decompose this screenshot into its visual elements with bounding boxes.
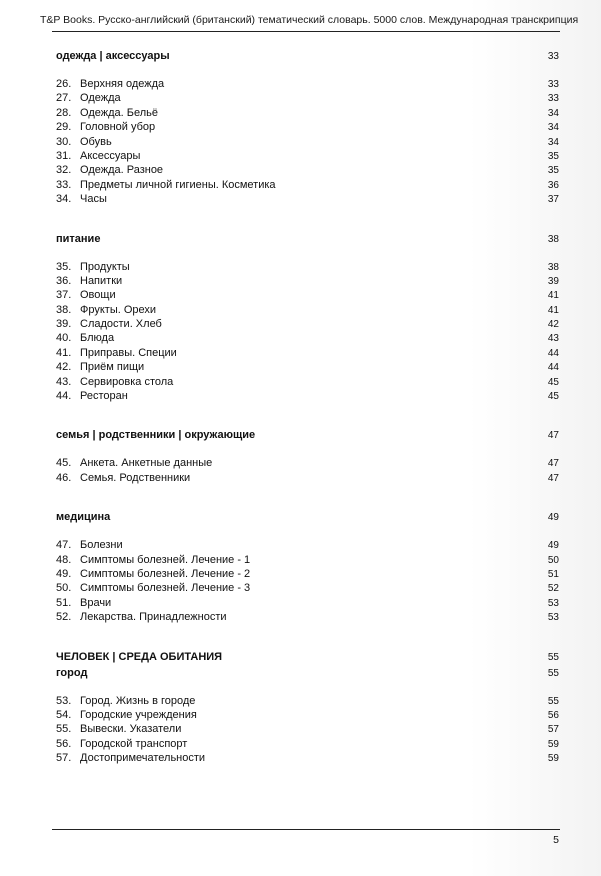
section-heading [56,231,559,247]
entry-page: 49 [547,540,559,552]
entry-number: 29. [56,121,72,134]
toc-entry [56,77,559,91]
entry-title: Городской транспорт [80,737,188,750]
toc-entry [56,567,559,581]
section-title: медицина [56,511,111,524]
entry-title: Напитки [80,274,123,287]
entry-number: 34. [56,193,72,206]
entry-page: 57 [547,724,559,736]
entry-page: 41 [547,304,559,316]
toc-entry [56,303,559,317]
toc-entry [56,456,559,470]
entry-title: Овощи [80,289,116,302]
toc-section [56,427,559,485]
entry-title: Фрукты. Орехи [80,303,157,316]
section-title: одежда | аксессуары [56,50,170,62]
entry-page: 42 [547,319,559,331]
entry-page: 36 [547,179,559,191]
entry-title: Продукты [80,260,130,273]
entry-title: Симптомы болезней. Лечение - 2 [80,567,251,580]
section-page: 33 [547,51,559,62]
entry-number: 26. [56,78,72,90]
entry-number: 38. [56,303,72,316]
toc-entry [56,722,559,736]
entry-page: 38 [547,261,559,273]
toc-section [56,649,559,766]
toc-entry [56,471,559,485]
entry-page: 47 [547,458,559,470]
entry-number: 50. [56,582,72,595]
entry-number: 41. [56,346,72,359]
section-page: 55 [547,651,559,663]
toc-entry [56,375,559,389]
toc-entry [56,553,559,567]
entry-number: 28. [56,106,72,119]
toc-entry [56,596,559,610]
toc-entry [56,288,559,302]
entry-number: 35. [56,260,72,273]
entry-title: Вывески. Указатели [80,723,182,736]
entry-title: Семья. Родственники [80,471,191,484]
entry-page: 45 [547,376,559,388]
entry-number: 31. [56,149,72,162]
entry-page: 59 [547,738,559,750]
footer-rule [52,829,560,830]
entry-title: Город. Жизнь в городе [80,694,196,707]
section-page: 47 [547,430,559,442]
toc-entry [56,274,559,288]
entry-title: Часы [80,193,107,206]
entry-number: 46. [56,471,72,484]
entry-number: 56. [56,737,72,750]
entry-number: 42. [56,361,72,374]
entry-title: Болезни [80,539,123,552]
toc-entry [56,91,559,105]
entry-number: 53. [56,694,72,707]
toc-entry [56,708,559,722]
toc-entry [56,751,559,765]
section-heading [56,649,559,665]
entry-title: Лекарства. Принадлежности [80,611,227,624]
toc-entry [56,106,559,120]
section-page: 38 [547,233,559,245]
entry-number: 32. [56,164,72,177]
toc-entry [56,694,559,708]
section-heading [56,48,559,64]
section-title: семья | родственники | окружающие [56,429,256,442]
entry-page: 34 [547,107,559,119]
entry-page: 39 [547,275,559,287]
entry-page: 51 [547,568,559,580]
page-number: 5 [553,834,559,846]
subsection-title: город [56,666,88,679]
entry-title: Симптомы болезней. Лечение - 3 [80,582,251,595]
entry-page: 37 [547,194,559,206]
entry-number: 39. [56,318,72,331]
toc-section [56,231,559,404]
entry-page: 45 [547,391,559,403]
entry-title: Приём пищи [80,361,145,374]
toc-section [56,509,559,624]
entry-title: Сладости. Хлеб [80,318,162,331]
subsection-heading [56,665,559,681]
entry-page: 35 [547,165,559,177]
entry-title: Приправы. Специи [80,346,177,359]
entry-title: Аксессуары [80,149,141,162]
toc-entry [56,135,559,149]
toc-entry [56,163,559,177]
toc-entry [56,120,559,134]
entry-title: Городские учреждения [80,708,197,721]
entry-title: Симптомы болезней. Лечение - 1 [80,553,251,566]
running-header: T&P Books. Русско-английский (британский) тематический словарь. 5000 слов. Международная транскрипция [40,14,579,26]
entry-title: Анкета. Анкетные данные [80,457,213,470]
entry-number: 44. [56,390,72,403]
entry-number: 40. [56,332,72,345]
subsection-page: 55 [547,667,559,679]
entry-number: 27. [56,92,72,105]
toc-entry [56,346,559,360]
header-rule [52,31,560,32]
entry-number: 47. [56,539,72,552]
entry-title: Врачи [80,596,112,609]
entry-title: Достопримечательности [80,752,206,765]
entry-number: 52. [56,611,72,624]
entry-page: 34 [547,136,559,148]
section-page: 49 [547,512,559,524]
entry-number: 30. [56,135,72,148]
toc-entry [56,360,559,374]
entry-page: 52 [547,583,559,595]
entry-page: 41 [547,290,559,302]
entry-number: 43. [56,375,72,388]
entry-page: 33 [547,93,559,105]
toc-entry [56,331,559,345]
section-title: ЧЕЛОВЕК | СРЕДА ОБИТАНИЯ [56,650,223,663]
entry-number: 36. [56,274,72,287]
entry-title: Верхняя одежда [80,78,165,90]
entry-number: 54. [56,708,72,721]
entry-number: 55. [56,723,72,736]
entry-title: Обувь [80,135,112,148]
section-heading [56,427,559,443]
entry-page: 53 [547,612,559,624]
toc-entry [56,149,559,163]
toc-entry [56,178,559,192]
entry-page: 33 [547,79,559,90]
toc-entry [56,389,559,403]
entry-page: 59 [547,753,559,765]
toc-section [56,48,559,207]
toc-entry [56,317,559,331]
entry-page: 44 [547,362,559,374]
entry-number: 49. [56,567,72,580]
toc-entry [56,260,559,274]
entry-title: Одежда [80,92,121,105]
section-heading [56,509,559,525]
entry-title: Сервировка стола [80,375,174,388]
entry-number: 51. [56,596,72,609]
toc-entry [56,538,559,552]
toc-entry [56,610,559,624]
table-of-contents [56,48,559,790]
entry-title: Одежда. Разное [80,164,164,177]
entry-title: Предметы личной гигиены. Косметика [80,178,276,191]
entry-number: 45. [56,457,72,470]
toc-entry [56,737,559,751]
entry-page: 55 [547,695,559,707]
entry-page: 50 [547,554,559,566]
entry-page: 44 [547,347,559,359]
entry-page: 34 [547,122,559,134]
entry-number: 48. [56,553,72,566]
entry-number: 33. [56,178,72,191]
entry-title: Одежда. Бельё [80,106,158,119]
entry-page: 47 [547,472,559,484]
toc-entry [56,192,559,206]
toc-entry [56,581,559,595]
entry-title: Головной убор [80,121,156,134]
entry-title: Ресторан [80,390,128,403]
entry-number: 57. [56,752,72,765]
entry-page: 35 [547,150,559,162]
entry-number: 37. [56,289,72,302]
section-title: питание [56,232,101,245]
entry-page: 53 [547,597,559,609]
entry-title: Блюда [80,332,115,345]
entry-page: 56 [547,709,559,721]
entry-page: 43 [547,333,559,345]
